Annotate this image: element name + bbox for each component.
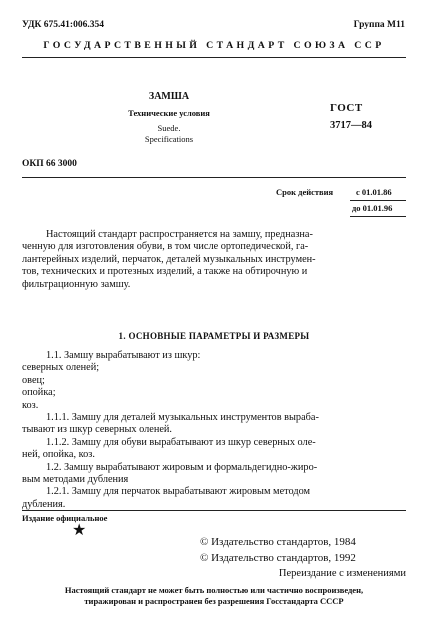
document-title-english (104, 123, 234, 145)
document-title: ЗАМША (148, 91, 190, 102)
body-line: ней, опойка, коз. (22, 449, 95, 460)
body-line: северных оленей; (22, 362, 100, 373)
validity-to: до 01.01.96 (352, 203, 393, 213)
body-line: 1.1.2. Замшу для обуви вырабатывают из шкур северных оле- (46, 437, 316, 448)
section-title: 1. ОСНОВНЫЕ ПАРАМЕТРЫ И РАЗМЕРЫ (118, 331, 310, 341)
reprint-note: Переиздание с изменениями (278, 568, 406, 579)
body-line: вым методами дубления (22, 474, 129, 485)
intro-line: фильтрационную замшу. (22, 278, 131, 290)
udk-code: УДК 675.41:006.354 (22, 20, 104, 30)
gost-label: ГОСТ (330, 102, 363, 114)
official-edition-label: Издание официальное (22, 513, 108, 523)
validity-rule (350, 216, 406, 217)
intro-line: тов, технических и протезных изделий, а также на обтирочную и (22, 266, 308, 278)
reproduction-notice (22, 585, 406, 607)
body-line: 1.1.1. Замшу для деталей музыкальных инструментов выраба- (46, 412, 319, 423)
body-line: опойка; (22, 387, 56, 398)
body-line: 1.1. Замшу вырабатывают из шкур: (46, 350, 201, 361)
document-subtitle: Технические условия (128, 108, 210, 118)
gost-number: 3717—84 (330, 120, 372, 131)
body-line: дубления. (22, 499, 66, 510)
body-line: овец; (22, 375, 45, 386)
title-en-line: Suede. (157, 123, 181, 133)
state-standard-heading: ГОСУДАРСТВЕННЫЙ СТАНДАРТ СОЮЗА ССР (43, 40, 385, 51)
copyright-line: © Издательство стандартов, 1984 (200, 536, 356, 548)
notice-line: Настоящий стандарт не может быть полностью или частично воспроизведен, (64, 585, 364, 595)
body-line: тывают из шкур северных оленей. (22, 424, 172, 435)
intro-line: Настоящий стандарт распространяется на замшу, предназна- (46, 229, 313, 240)
body-line: коз. (22, 400, 39, 411)
okp-rule (22, 177, 406, 178)
intro-paragraph (22, 229, 406, 291)
header-rule (22, 57, 406, 58)
validity-from: с 01.01.86 (356, 187, 392, 197)
validity-label: Срок действия (276, 187, 334, 197)
validity-rule (350, 200, 406, 201)
star-icon: ★ (72, 522, 87, 539)
group-code: Группа М11 (353, 20, 405, 30)
notice-line: тиражирован и распространен без разрешения Госстандарта СССР (84, 596, 344, 606)
title-en-line: Specifications (144, 134, 194, 144)
okp-code: ОКП 66 3000 (22, 159, 77, 169)
intro-line: лантерейных изделий, перчаток, деталей музыкальных инструмен- (22, 253, 316, 265)
body-line: 1.2.1. Замшу для перчаток вырабатывают жировым методом (46, 486, 311, 497)
intro-line: ченную для изготовления обуви, в том числе ортопедической, га- (22, 241, 309, 253)
footer-rule (22, 510, 406, 511)
copyright-line: © Издательство стандартов, 1992 (200, 552, 356, 564)
body-line: 1.2. Замшу вырабатывают жировым и формальдегидно-жиро- (46, 462, 318, 473)
